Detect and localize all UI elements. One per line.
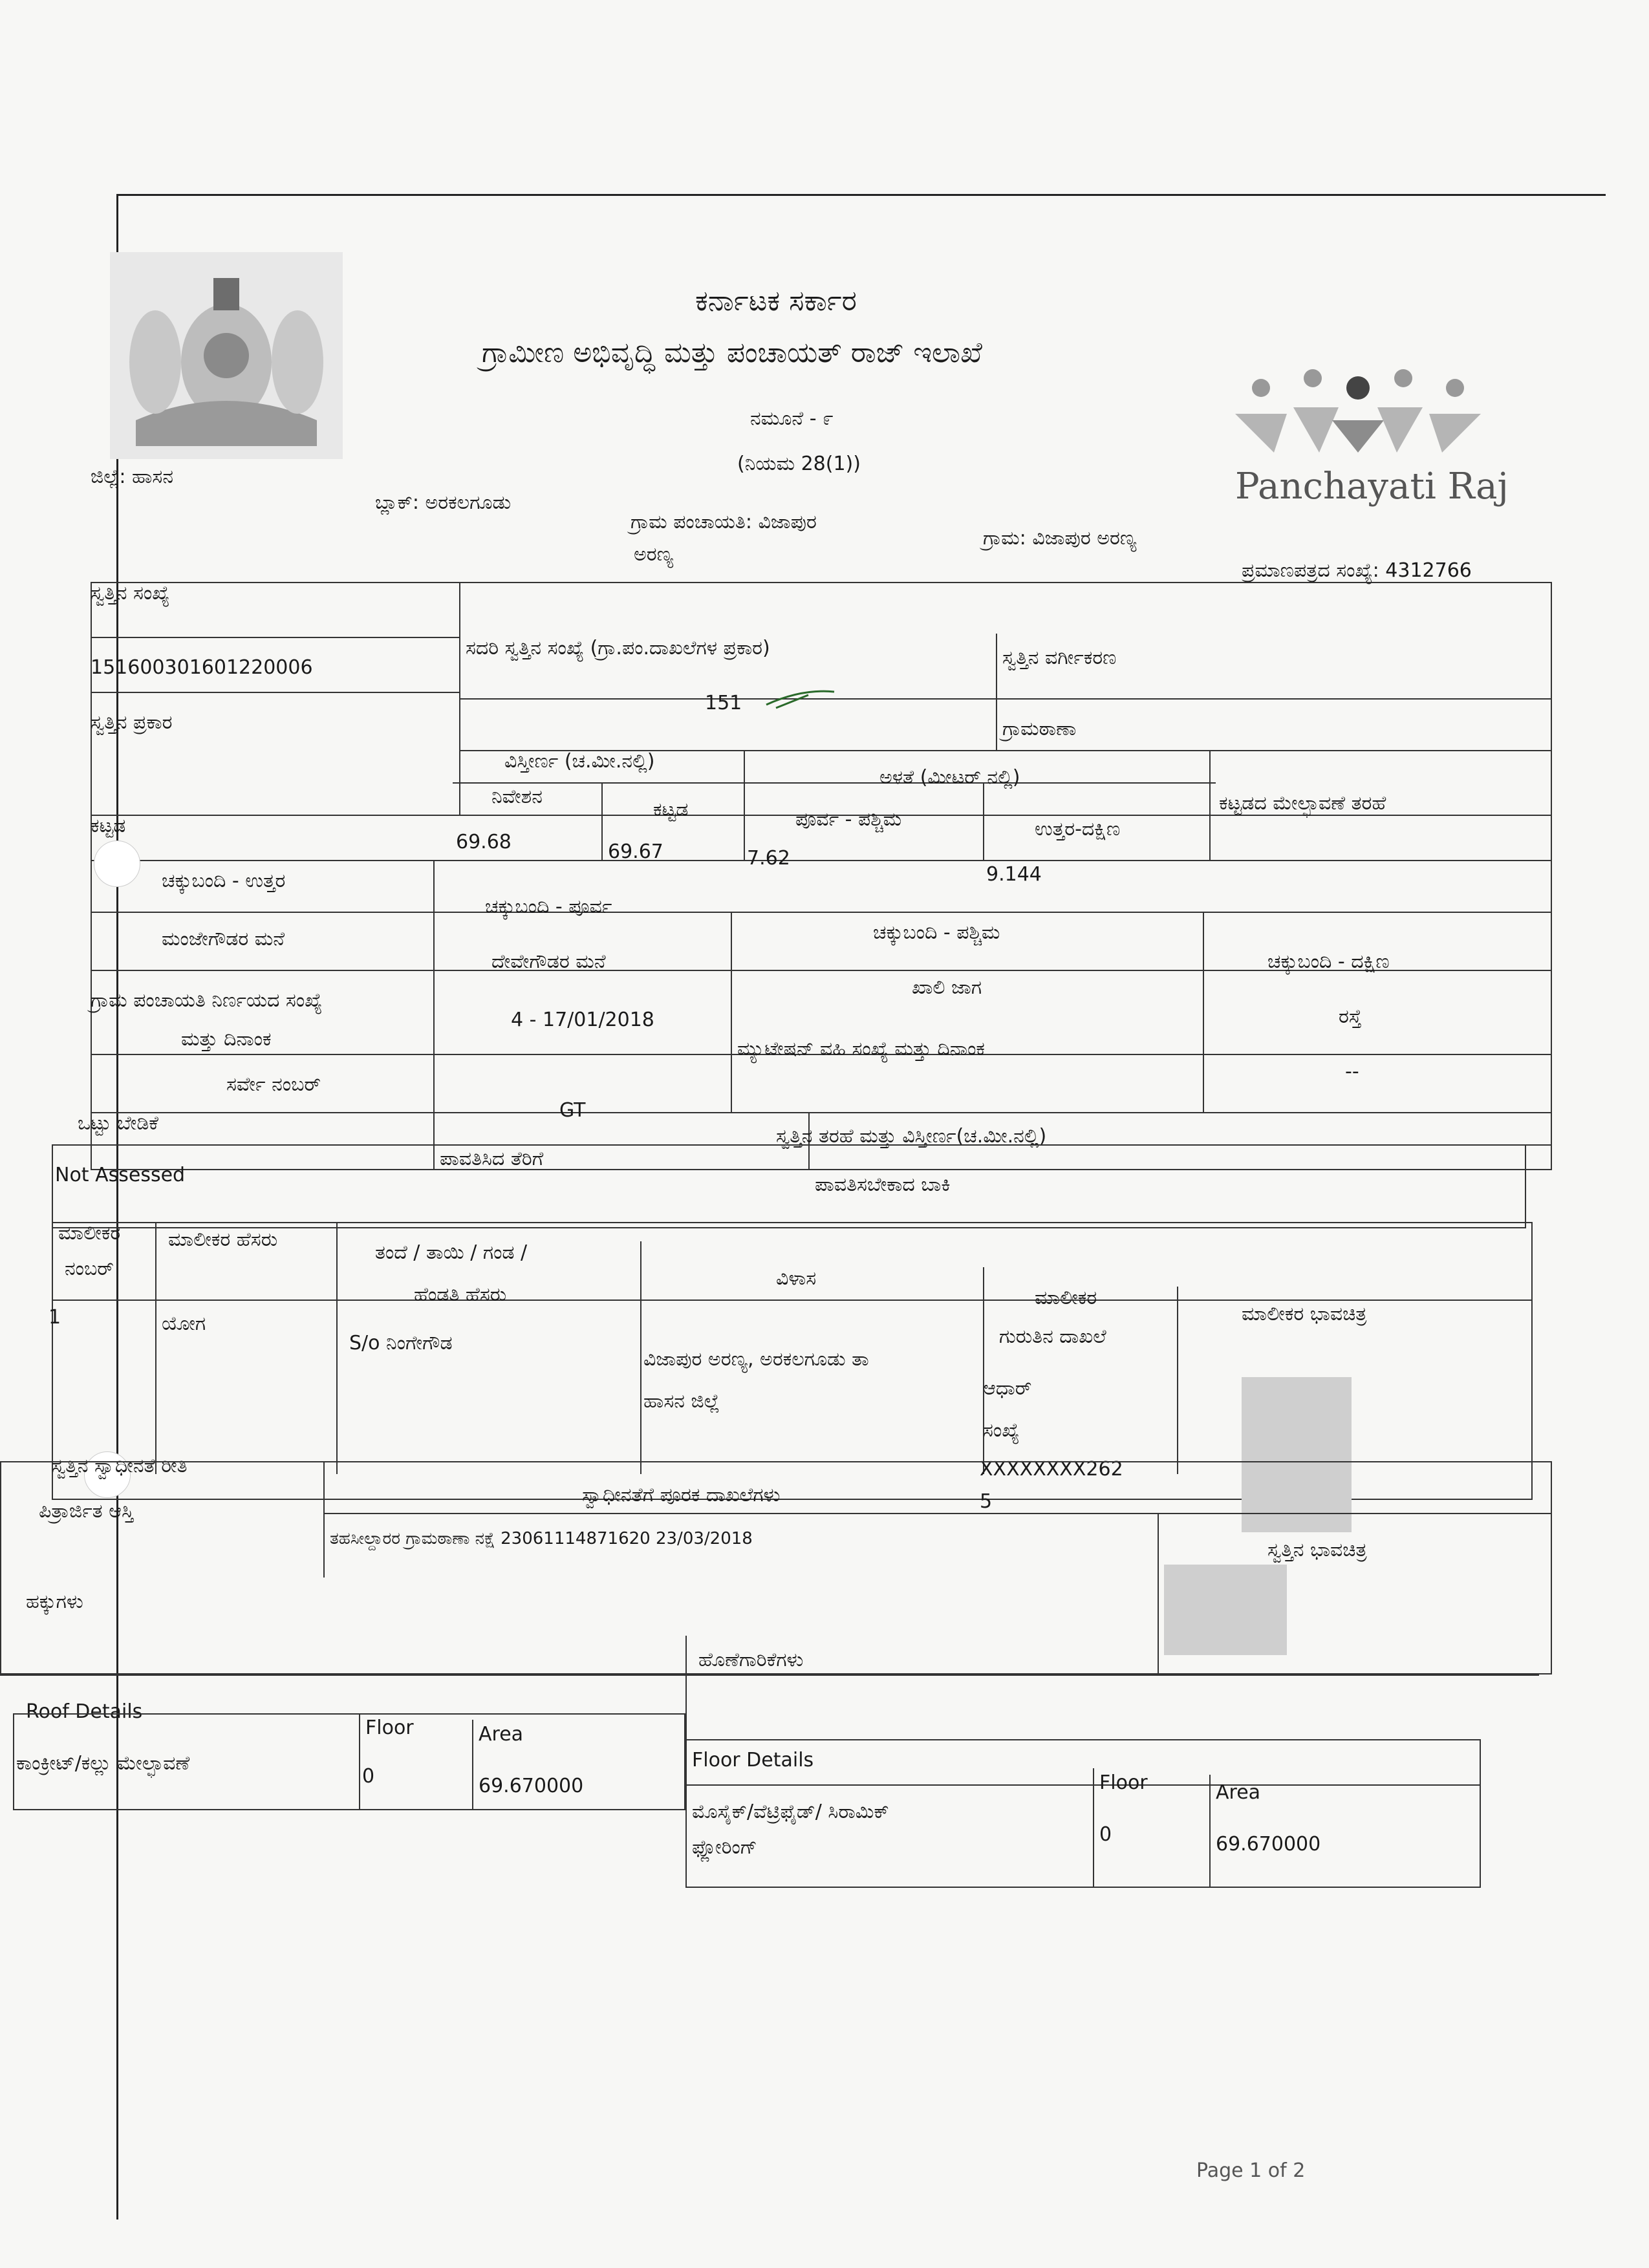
owner-id-type: ಆಧಾರ್ — [983, 1377, 1032, 1400]
east-west-label: ಪೂರ್ವ - ಪಶ್ಚಿಮ — [795, 808, 902, 831]
west-boundary-value: ಖಾಲಿ ಜಾಗ — [912, 976, 982, 999]
east-boundary-label: ಚಕ್ಕುಬಂದಿ - ಪೂರ್ವ — [485, 895, 612, 918]
owner-id-number: XXXXXXXX262 — [980, 1458, 1123, 1481]
id-header: ಮಾಲೀಕರ — [1035, 1287, 1097, 1309]
gp-label: ಗ್ರಾಮ ಪಂಚಾಯತಿ: ವಿಜಾಪುರ — [630, 511, 817, 533]
owner-name: ಯೋಗ — [162, 1312, 206, 1335]
resolution-label-cont: ಮತ್ತು ದಿನಾಂಕ — [181, 1028, 272, 1051]
property-photo-label: ಸ್ವತ್ತಿನ ಭಾವಚಿತ್ರ — [1267, 1539, 1367, 1561]
roof-area: 69.670000 — [479, 1775, 584, 1797]
east-west-value: 7.62 — [747, 847, 790, 870]
survey-value: GT — [559, 1099, 586, 1122]
address-header: ವಿಳಾಸ — [776, 1267, 817, 1290]
pen-mark-icon — [763, 685, 841, 711]
rights-label: ಹಕ್ಕುಗಳು — [26, 1590, 83, 1613]
gp-label-cont: ಅರಣ್ಯ — [634, 543, 674, 566]
owner-photo-header: ಮಾಲೀಕರ ಭಾವಚಿತ್ರ — [1242, 1303, 1367, 1325]
owner-id-type-cont: ಸಂಖ್ಯೆ — [983, 1419, 1020, 1442]
acquisition-value: ಪಿತ್ರಾರ್ಜಿತ ಆಸ್ತಿ — [39, 1500, 134, 1523]
total-demand-value: Not Assessed — [55, 1164, 186, 1186]
property-type-label: ಸ್ವತ್ತಿನ ಪ್ರಕಾರ — [91, 711, 173, 734]
property-id-value: 151600301601220006 — [91, 656, 313, 679]
id-header-cont: ಗುರುತಿನ ದಾಖಲೆ — [999, 1325, 1106, 1348]
panchayati-raj-logo — [1222, 362, 1509, 530]
floor-type: ಮೊಸೈಕ್/ವೆಟ್ರಿಫೈಡ್/ ಸಿರಾಮಿಕ್ — [692, 1801, 889, 1823]
property-type-area-label: ಸ್ವತ್ತಿನ ತರಹೆ ಮತ್ತು ವಿಸ್ತೀರ್ಣ(ಚ.ಮೀ.ನಲ್ಲಿ) — [776, 1125, 1047, 1148]
roof-floor: 0 — [362, 1765, 375, 1788]
roof-floor-header: Floor — [365, 1717, 414, 1739]
acquisition-table — [0, 1461, 1552, 1674]
rule-number: (ನಿಯಮ 28(1)) — [737, 453, 861, 475]
logo-text: Panchayati Raj — [1235, 465, 1509, 508]
owner-name-header: ಮಾಲೀಕರ ಹೆಸರು — [168, 1228, 278, 1251]
classification-label: ಸ್ವತ್ತಿನ ವರ್ಗೀಕರಣ — [1002, 647, 1117, 669]
district-label: ಜಿಲ್ಲೆ: ಹಾಸನ — [91, 465, 174, 488]
total-demand-label: ಒಟ್ಟು ಬೇಡಿಕೆ — [78, 1112, 158, 1135]
site-area-value: 69.68 — [456, 831, 512, 853]
owner-no: 1 — [48, 1306, 61, 1329]
area-label: ವಿಸ್ತೀರ್ಣ (ಚ.ಮೀ.ನಲ್ಲಿ) — [504, 750, 655, 773]
paid-tax-label: ಪಾವತಿಸಿದ ತೆರಿಗೆ — [440, 1148, 544, 1170]
resolution-value: 4 - 17/01/2018 — [511, 1009, 654, 1031]
floor-area: 69.670000 — [1216, 1833, 1321, 1856]
roof-area-header: Area — [479, 1723, 524, 1746]
karnataka-emblem-icon — [110, 252, 343, 459]
building-label: ಕಟ್ಟಡ — [653, 798, 689, 821]
owner-address-cont: ಹಾಸನ ಜಿಲ್ಲೆ — [643, 1390, 720, 1413]
block-label: ಬ್ಲಾಕ್: ಅರಕಲಗೂಡು — [375, 491, 512, 514]
tax-table — [52, 1144, 1526, 1228]
people-icon — [1222, 362, 1494, 459]
relation-header-cont: ಹೆಂಡತಿ ಹೆಸರು — [414, 1283, 507, 1306]
owner-id-number-cont: 5 — [980, 1490, 993, 1513]
page-indicator: Page 1 of 2 — [1196, 2159, 1306, 2182]
site-label: ನಿವೇಶನ — [491, 786, 543, 808]
dimensions-label: ಅಳತೆ (ಮೀಟರ್ ನಲ್ಲಿ) — [879, 766, 1020, 789]
supporting-docs-value: ತಹಸೀಲ್ದಾರರ ಗ್ರಾಮಠಾಣಾ ನಕ್ಷೆ 23061114871620 23/03/2018 — [330, 1529, 753, 1548]
property-id-label: ಸ್ವತ್ತಿನ ಸಂಖ್ಯೆ — [91, 582, 170, 604]
floor-floor: 0 — [1099, 1823, 1112, 1846]
building-area-value: 69.67 — [608, 840, 663, 863]
owner-no-header-cont: ನಂಬರ್ — [65, 1257, 114, 1280]
property-number-label: ಸದರಿ ಸ್ವತ್ತಿನ ಸಂಖ್ಯೆ (ಗ್ರಾ.ಪಂ.ದಾಖಲೆಗಳ ಪ್ರಕಾರ) — [466, 637, 770, 659]
floor-area-header: Area — [1216, 1781, 1261, 1804]
north-boundary-label: ಚಕ್ಕುಬಂದಿ - ಉತ್ತರ — [162, 870, 286, 892]
owner-relation: S/o ನಿಂಗೇಗೌಡ — [349, 1332, 453, 1354]
roof-type-label: ಕಟ್ಟಡದ ಮೇಲ್ಛಾವಣೆ ತರಹೆ — [1219, 792, 1386, 815]
certificate-number: ಪ್ರಮಾಣಪತ್ರದ ಸಂಖ್ಯೆ: 4312766 — [1242, 559, 1472, 582]
east-boundary-value: ದೇವೇಗೌಡರ ಮನೆ — [491, 950, 606, 973]
roof-type: ಕಾಂಕ್ರೀಟ್/ಕಲ್ಲು ಮೇಲ್ಛಾವಣೆ — [16, 1752, 190, 1775]
floor-type-cont: ಫ್ಲೋರಿಂಗ್ — [692, 1836, 757, 1859]
resolution-label: ಗ್ರಾಮ ಪಂಚಾಯತಿ ನಿರ್ಣಯದ ಸಂಖ್ಯೆ — [91, 989, 323, 1012]
roof-details-title: Roof Details — [26, 1700, 143, 1723]
mutation-value: -- — [1345, 1060, 1359, 1083]
due-balance-label: ಪಾವತಿಸಬೇಕಾದ ಬಾಕಿ — [815, 1173, 951, 1196]
floor-details-title: Floor Details — [692, 1749, 814, 1771]
north-south-label: ಉತ್ತರ-ದಕ್ಷಿಣ — [1035, 818, 1121, 840]
north-south-value: 9.144 — [986, 863, 1042, 886]
gov-title: ಕರ್ನಾಟಕ ಸರ್ಕಾರ — [695, 284, 857, 317]
floor-floor-header: Floor — [1099, 1771, 1148, 1794]
village-label: ಗ್ರಾಮ: ವಿಜಾಪುರ ಅರಣ್ಯ — [983, 527, 1137, 550]
punch-hole — [94, 840, 140, 887]
owner-address: ವಿಜಾಪುರ ಅರಣ್ಯ, ಅರಕಲಗೂಡು ತಾ — [643, 1348, 869, 1371]
property-number-value: 151 — [705, 692, 742, 714]
north-boundary-value: ಮಂಜೇಗೌಡರ ಮನೆ — [162, 928, 285, 950]
classification-value: ಗ್ರಾಮಠಾಣಾ — [1002, 718, 1077, 740]
property-type-value: ಕಟ್ಟಡ — [91, 815, 126, 837]
relation-header: ತಂದೆ / ತಾಯಿ / ಗಂಡ / — [375, 1241, 528, 1264]
mutation-label: ಮ್ಯುಟೇಷನ್ ವಹಿ ಸಂಖ್ಯೆ ಮತ್ತು ದಿನಾಂಕ — [737, 1038, 985, 1060]
west-boundary-label: ಚಕ್ಕುಬಂದಿ - ಪಶ್ಚಿಮ — [873, 921, 1000, 944]
supporting-docs-label: ಸ್ವಾಧೀನತೆಗೆ ಪೂರಕ ದಾಖಲೆಗಳು — [582, 1484, 781, 1506]
dept-title: ಗ್ರಾಮೀಣ ಅಭಿವೃದ್ಧಿ ಮತ್ತು ಪಂಚಾಯತ್ ರಾಜ್ ಇಲಾಖೆ — [482, 336, 982, 369]
survey-label: ಸರ್ವೇ ನಂಬರ್ — [226, 1073, 321, 1096]
south-boundary-label: ಚಕ್ಕುಬಂದಿ - ದಕ್ಷಿಣ — [1267, 950, 1390, 973]
south-boundary-value: ರಸ್ತೆ — [1339, 1005, 1362, 1028]
owner-no-header: ಮಾಲೀಕರ — [58, 1222, 121, 1245]
acquisition-label: ಸ್ವತ್ತಿನ ಸ್ವಾಧೀನತೆ ರೀತಿ — [52, 1455, 188, 1477]
liabilities-label: ಹೊಣೆಗಾರಿಕೆಗಳು — [698, 1649, 804, 1671]
form-number: ನಮೂನೆ - ೯ — [750, 407, 834, 430]
